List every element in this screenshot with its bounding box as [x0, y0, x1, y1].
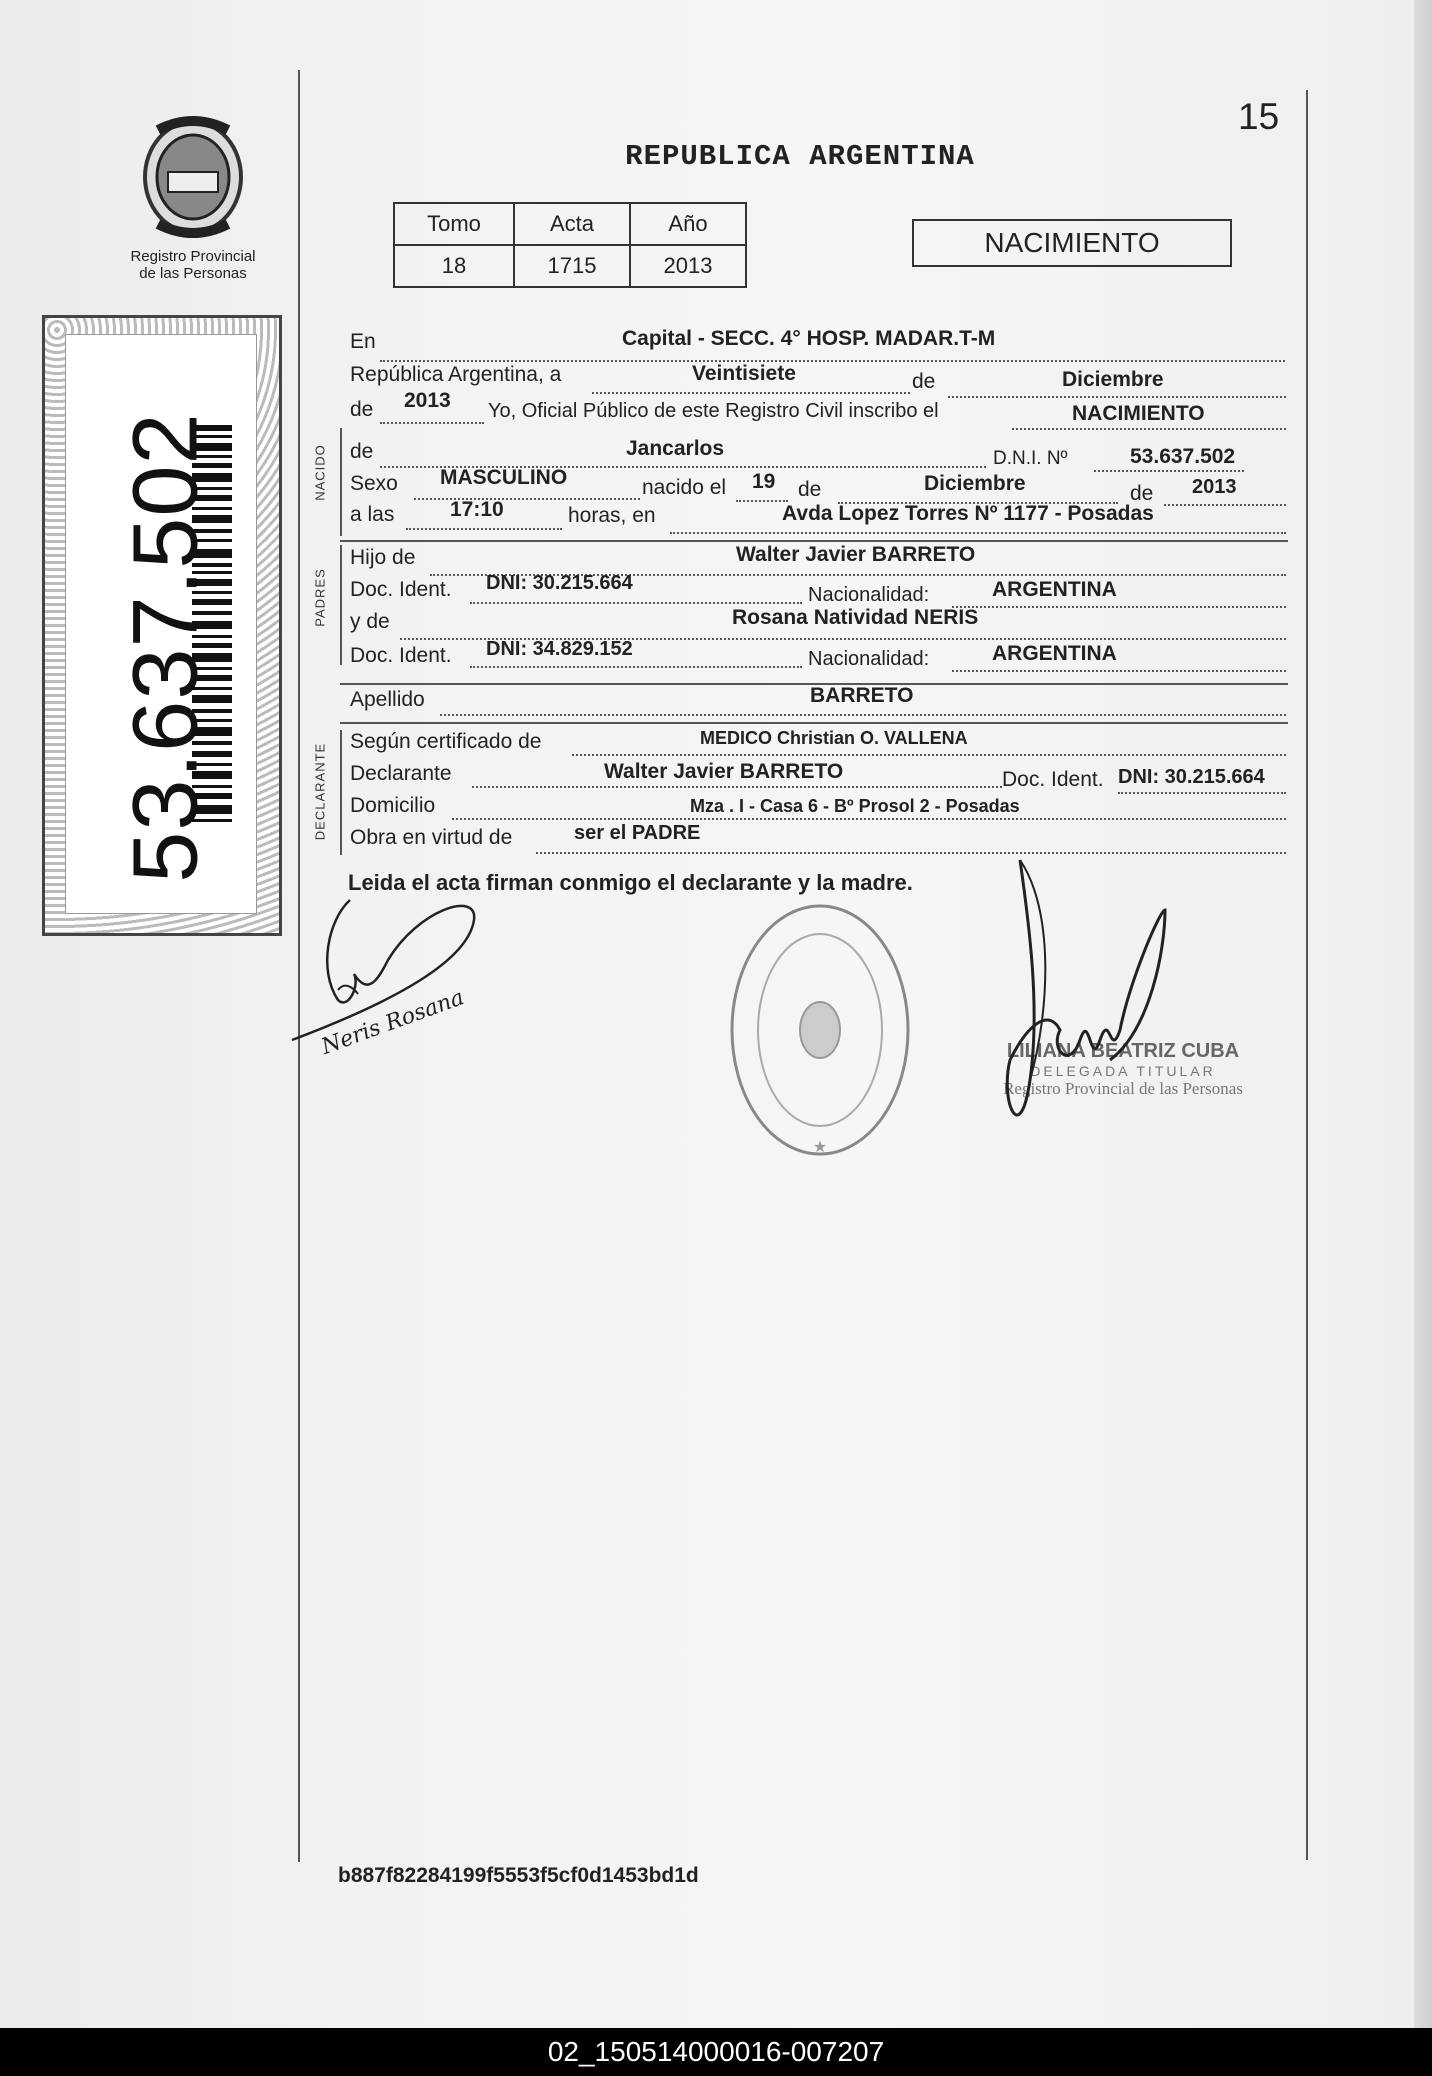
footer-id: 02_150514000016-007207	[0, 2028, 1432, 2076]
misiones-coat-of-arms	[138, 112, 248, 247]
nacido-day: 19	[752, 470, 776, 493]
nac1-value: ARGENTINA	[992, 578, 1117, 601]
round-seal-icon	[720, 890, 920, 1170]
nacido-label: nacido el	[642, 476, 727, 499]
mother-signature	[288, 890, 508, 1080]
nac2-value: ARGENTINA	[992, 642, 1117, 665]
official-signature	[990, 850, 1190, 1180]
doc2-value: DNI: 34.829.152	[486, 638, 633, 660]
logo-caption-line1: Registro Provincial	[130, 248, 256, 265]
docdecl-label: Doc. Ident.	[1002, 768, 1104, 791]
nac1-label: Nacionalidad:	[808, 584, 930, 606]
horas-dots	[670, 532, 1286, 534]
en-label: En	[350, 330, 376, 353]
horas-value: Avda Lopez Torres Nº 1177 - Posadas	[782, 502, 1154, 525]
tomo-acta-value-row	[394, 245, 746, 287]
apellido-label: Apellido	[350, 688, 425, 711]
sexo-label: Sexo	[350, 472, 398, 495]
tomo-acta-header-row	[394, 203, 746, 245]
de4-label: de	[798, 478, 822, 501]
closing-text: Leida el acta firman conmigo el declarante y la madre.	[348, 870, 913, 895]
obra-label: Obra en virtud de	[350, 826, 513, 849]
doc1-value: DNI: 30.215.664	[486, 572, 633, 594]
stamp-line2: DELEGADA TITULAR	[1030, 1063, 1216, 1079]
page-number: 15	[1238, 96, 1280, 137]
document-hash: b887f82284199f5553f5cf0d1453bd1d	[338, 1864, 699, 1887]
yo-text: Yo, Oficial Público de este Registro Civil inscribo el	[488, 400, 939, 422]
declarante-bracket	[340, 730, 342, 855]
provincial-logo	[138, 112, 248, 247]
sexo-value: MASCULINO	[440, 466, 568, 489]
dni-dots	[1094, 470, 1244, 472]
side-label-padres: PADRES	[312, 568, 328, 627]
nacido-day-dots	[736, 500, 788, 502]
en-dots	[380, 360, 1285, 362]
yde-value: Rosana Natividad NERIS	[732, 606, 979, 629]
alas-label: a las	[350, 503, 395, 526]
tomo-acta-table	[393, 202, 747, 288]
declarante-dots	[472, 786, 1002, 788]
nacido-month: Diciembre	[924, 472, 1026, 495]
de2-label: de	[350, 398, 374, 421]
alas-value: 17:10	[450, 498, 504, 521]
de1-value: Diciembre	[1062, 368, 1164, 391]
de1-label: de	[912, 370, 936, 393]
declarante-value: Walter Javier BARRETO	[604, 760, 844, 783]
dni-value: 53.637.502	[1130, 445, 1236, 468]
docdecl-value: DNI: 30.215.664	[1118, 766, 1265, 788]
de3-label: de	[350, 440, 374, 463]
doc2-label: Doc. Ident.	[350, 644, 452, 667]
separator-nacido	[340, 540, 1288, 542]
republica-value: Veintisiete	[692, 362, 796, 385]
apellido-value: BARRETO	[810, 684, 914, 707]
barcode-card	[42, 315, 282, 936]
paper-edge	[1414, 0, 1432, 2028]
tomo-value: 18	[394, 245, 514, 287]
segun-label: Según certificado de	[350, 730, 542, 753]
nacido-bracket	[340, 428, 342, 536]
doc-type-box: NACIMIENTO	[912, 219, 1232, 267]
barcode-number: 53.637.502	[114, 412, 217, 883]
doc2-dots	[470, 666, 802, 668]
stamp-line3: Registro Provincial de las Personas	[1003, 1079, 1243, 1098]
side-label-declarante: DECLARANTE	[312, 742, 328, 841]
en-value: Capital - SECC. 4° HOSP. MADAR.T-M	[622, 327, 996, 350]
padres-bracket	[340, 545, 342, 665]
docdecl-dots	[1118, 792, 1286, 794]
dni-label: D.N.I. Nº	[993, 448, 1068, 469]
republica-label: República Argentina, a	[350, 363, 562, 386]
apellido-dots	[440, 714, 1286, 716]
svg-text:★: ★	[812, 1139, 828, 1156]
obra-value: ser el PADRE	[574, 822, 701, 844]
nacido-year: 2013	[1192, 476, 1237, 498]
hijo-label: Hijo de	[350, 546, 416, 569]
hijo-value: Walter Javier BARRETO	[736, 543, 976, 566]
doc1-label: Doc. Ident.	[350, 578, 452, 601]
anio-value: 2013	[630, 245, 746, 287]
de5-label: de	[1130, 482, 1154, 505]
child-name: Jancarlos	[626, 437, 725, 460]
segun-value: MEDICO Christian O. VALLENA	[700, 728, 968, 748]
domicilio-value: Mza . I - Casa 6 - Bº Prosol 2 - Posadas	[690, 796, 1020, 816]
signature-scribble-left	[288, 890, 508, 1080]
republica-dots	[592, 392, 910, 394]
side-label-nacido: NACIDO	[312, 444, 328, 501]
yo-dots	[1012, 428, 1286, 430]
segun-dots	[572, 754, 1286, 756]
logo-caption	[118, 248, 268, 282]
de1-dots	[948, 396, 1286, 398]
page-title: REPUBLICA ARGENTINA	[625, 140, 975, 173]
alas-dots	[406, 528, 562, 530]
signature-left-text: Neris Rosana	[318, 985, 468, 1060]
logo-caption-line2: de las Personas	[139, 265, 247, 282]
nac1-dots	[952, 606, 1286, 608]
barcode-inner	[65, 334, 257, 914]
de2-dots	[380, 422, 484, 424]
right-margin-line	[1306, 90, 1308, 1860]
domicilio-label: Domicilio	[350, 794, 436, 817]
separator-apellido	[340, 722, 1288, 724]
signature-scribble-right	[990, 850, 1190, 1180]
horas-label: horas, en	[568, 504, 656, 527]
doc1-dots	[470, 602, 802, 604]
declarante-label: Declarante	[350, 762, 452, 785]
yo-value: NACIMIENTO	[1072, 402, 1205, 425]
nac2-label: Nacionalidad:	[808, 648, 930, 670]
yde-label: y de	[350, 610, 390, 633]
registry-seal	[720, 890, 920, 1170]
anio-header: Año	[630, 203, 746, 245]
acta-value: 1715	[514, 245, 630, 287]
acta-header: Acta	[514, 203, 630, 245]
stamp-line1: LILIANA BEATRIZ CUBA	[1006, 1040, 1240, 1062]
sexo-dots	[414, 498, 640, 500]
tomo-header: Tomo	[394, 203, 514, 245]
nac2-dots	[952, 670, 1286, 672]
de2-value: 2013	[404, 389, 451, 412]
nacido-year-dots	[1164, 504, 1286, 506]
domicilio-dots	[452, 818, 1286, 820]
